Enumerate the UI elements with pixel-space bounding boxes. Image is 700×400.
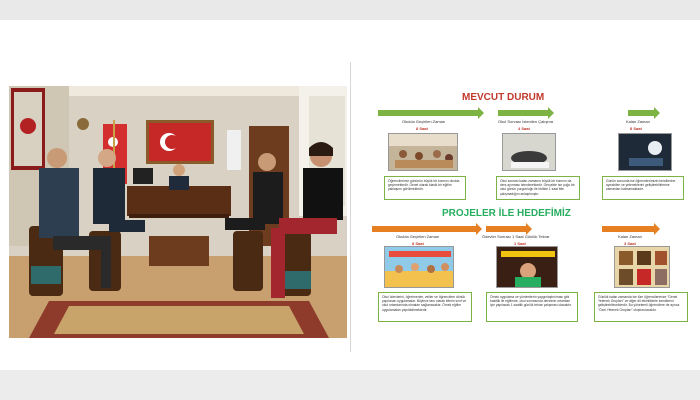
section1-sleeping-image xyxy=(502,133,556,171)
section2-col3-label: Kalan Zaman xyxy=(618,234,642,239)
top-strip xyxy=(0,0,700,20)
section2-col1-hours: 8 Saat xyxy=(412,241,424,246)
section1-arrow-3 xyxy=(628,110,654,116)
section1-col2-hours: 4 Saat xyxy=(518,126,530,131)
section2-arrow-2 xyxy=(486,226,526,232)
section1-arrow-2 xyxy=(498,110,548,116)
section2-study-image xyxy=(496,246,558,288)
section1-classroom-image xyxy=(388,133,458,171)
section1-col2-text: Okul sonrası kalan zamanın büyük bir kısmını da ders ayırması istenilmektedir. Gerçekte ise çoğu bir okul günün yorgunluğu ile birlikte 1 saat bile çalışmadığını anlaşılmıştır. xyxy=(496,176,580,200)
bottom-strip xyxy=(0,370,700,400)
section1-col3-label: Kalan Zaman xyxy=(626,119,650,124)
section2-col3-hours: 3 Saat xyxy=(624,241,636,246)
section1-col3-hours: 8 Saat xyxy=(630,126,642,131)
infographic xyxy=(362,86,694,336)
section2-col3-text: Günlük kalan zamanda ise tüm öğrencilerimize "Genel Yetenek Grupları" ve diğer dil etkinliklerle kendilerini geliştirebileceklerdir. Bu yönetemli öğrencilere de ayrıca "Özel Yetenek Grupları" oluşturulacaktır. xyxy=(594,292,688,322)
section2-col2-text: Örnek uygulama ve yöntemlerin yaygınlaştırılması gibi basitlik ile eğitimde, okul sonrasında derslerin ortamları için yapılacak 1 saatlik günlük tekrar çalışması olacaktır. xyxy=(486,292,578,322)
meeting-photo xyxy=(9,86,347,338)
section2-title: PROJELER İLE HEDEFİMİZ xyxy=(442,208,571,219)
section2-col1-label: Okulda Geçirilen Zaman xyxy=(396,234,440,239)
section1-col1-hours: 8 Saat xyxy=(416,126,428,131)
section2-col2-hours: 1 Saat xyxy=(514,241,526,246)
section1-arrow-1 xyxy=(378,110,478,116)
section1-col1-text: Öğrencilerimiz gününün büyük bir kısmını okulda geçirmektedir. Genel olarak klasik bir eğitim yaklaşımı görülmektedir. xyxy=(384,176,466,200)
center-divider xyxy=(350,62,351,352)
section1-col2-label: Okul Sonrası İstenilen Çalışma xyxy=(498,119,553,124)
section2-col1-text: Okul ödevlerini, öğretmenler, veliler ve öğrencilere dönük yapılanan uygulamalar. Böylece tam olarak bilerin sınıf ve okul ortamlarında olmaları sağlanacaktır. Örnek eğitim uygulamaları yapılabilmektedir. xyxy=(378,292,472,322)
section1-title: MEVCUT DURUM xyxy=(462,92,545,103)
section2-col2-label: Ödevler Sonrası 1 Saat Günlük Tekrar xyxy=(482,234,550,239)
section1-time-image xyxy=(618,133,672,171)
section1-col3-text: Günün sonunda ise öğrencilerimizin kendilerine ayırabilen ve yeteneklerini geliştirebilirlerine zamanları kalmamaktadır. xyxy=(602,176,684,200)
section2-arrow-3 xyxy=(602,226,654,232)
section2-classroom-image xyxy=(384,246,454,288)
section1-col1-label: Okulda Geçirilen Zaman xyxy=(402,119,446,124)
section2-activities-image xyxy=(614,246,670,288)
section2-arrow-1 xyxy=(372,226,476,232)
